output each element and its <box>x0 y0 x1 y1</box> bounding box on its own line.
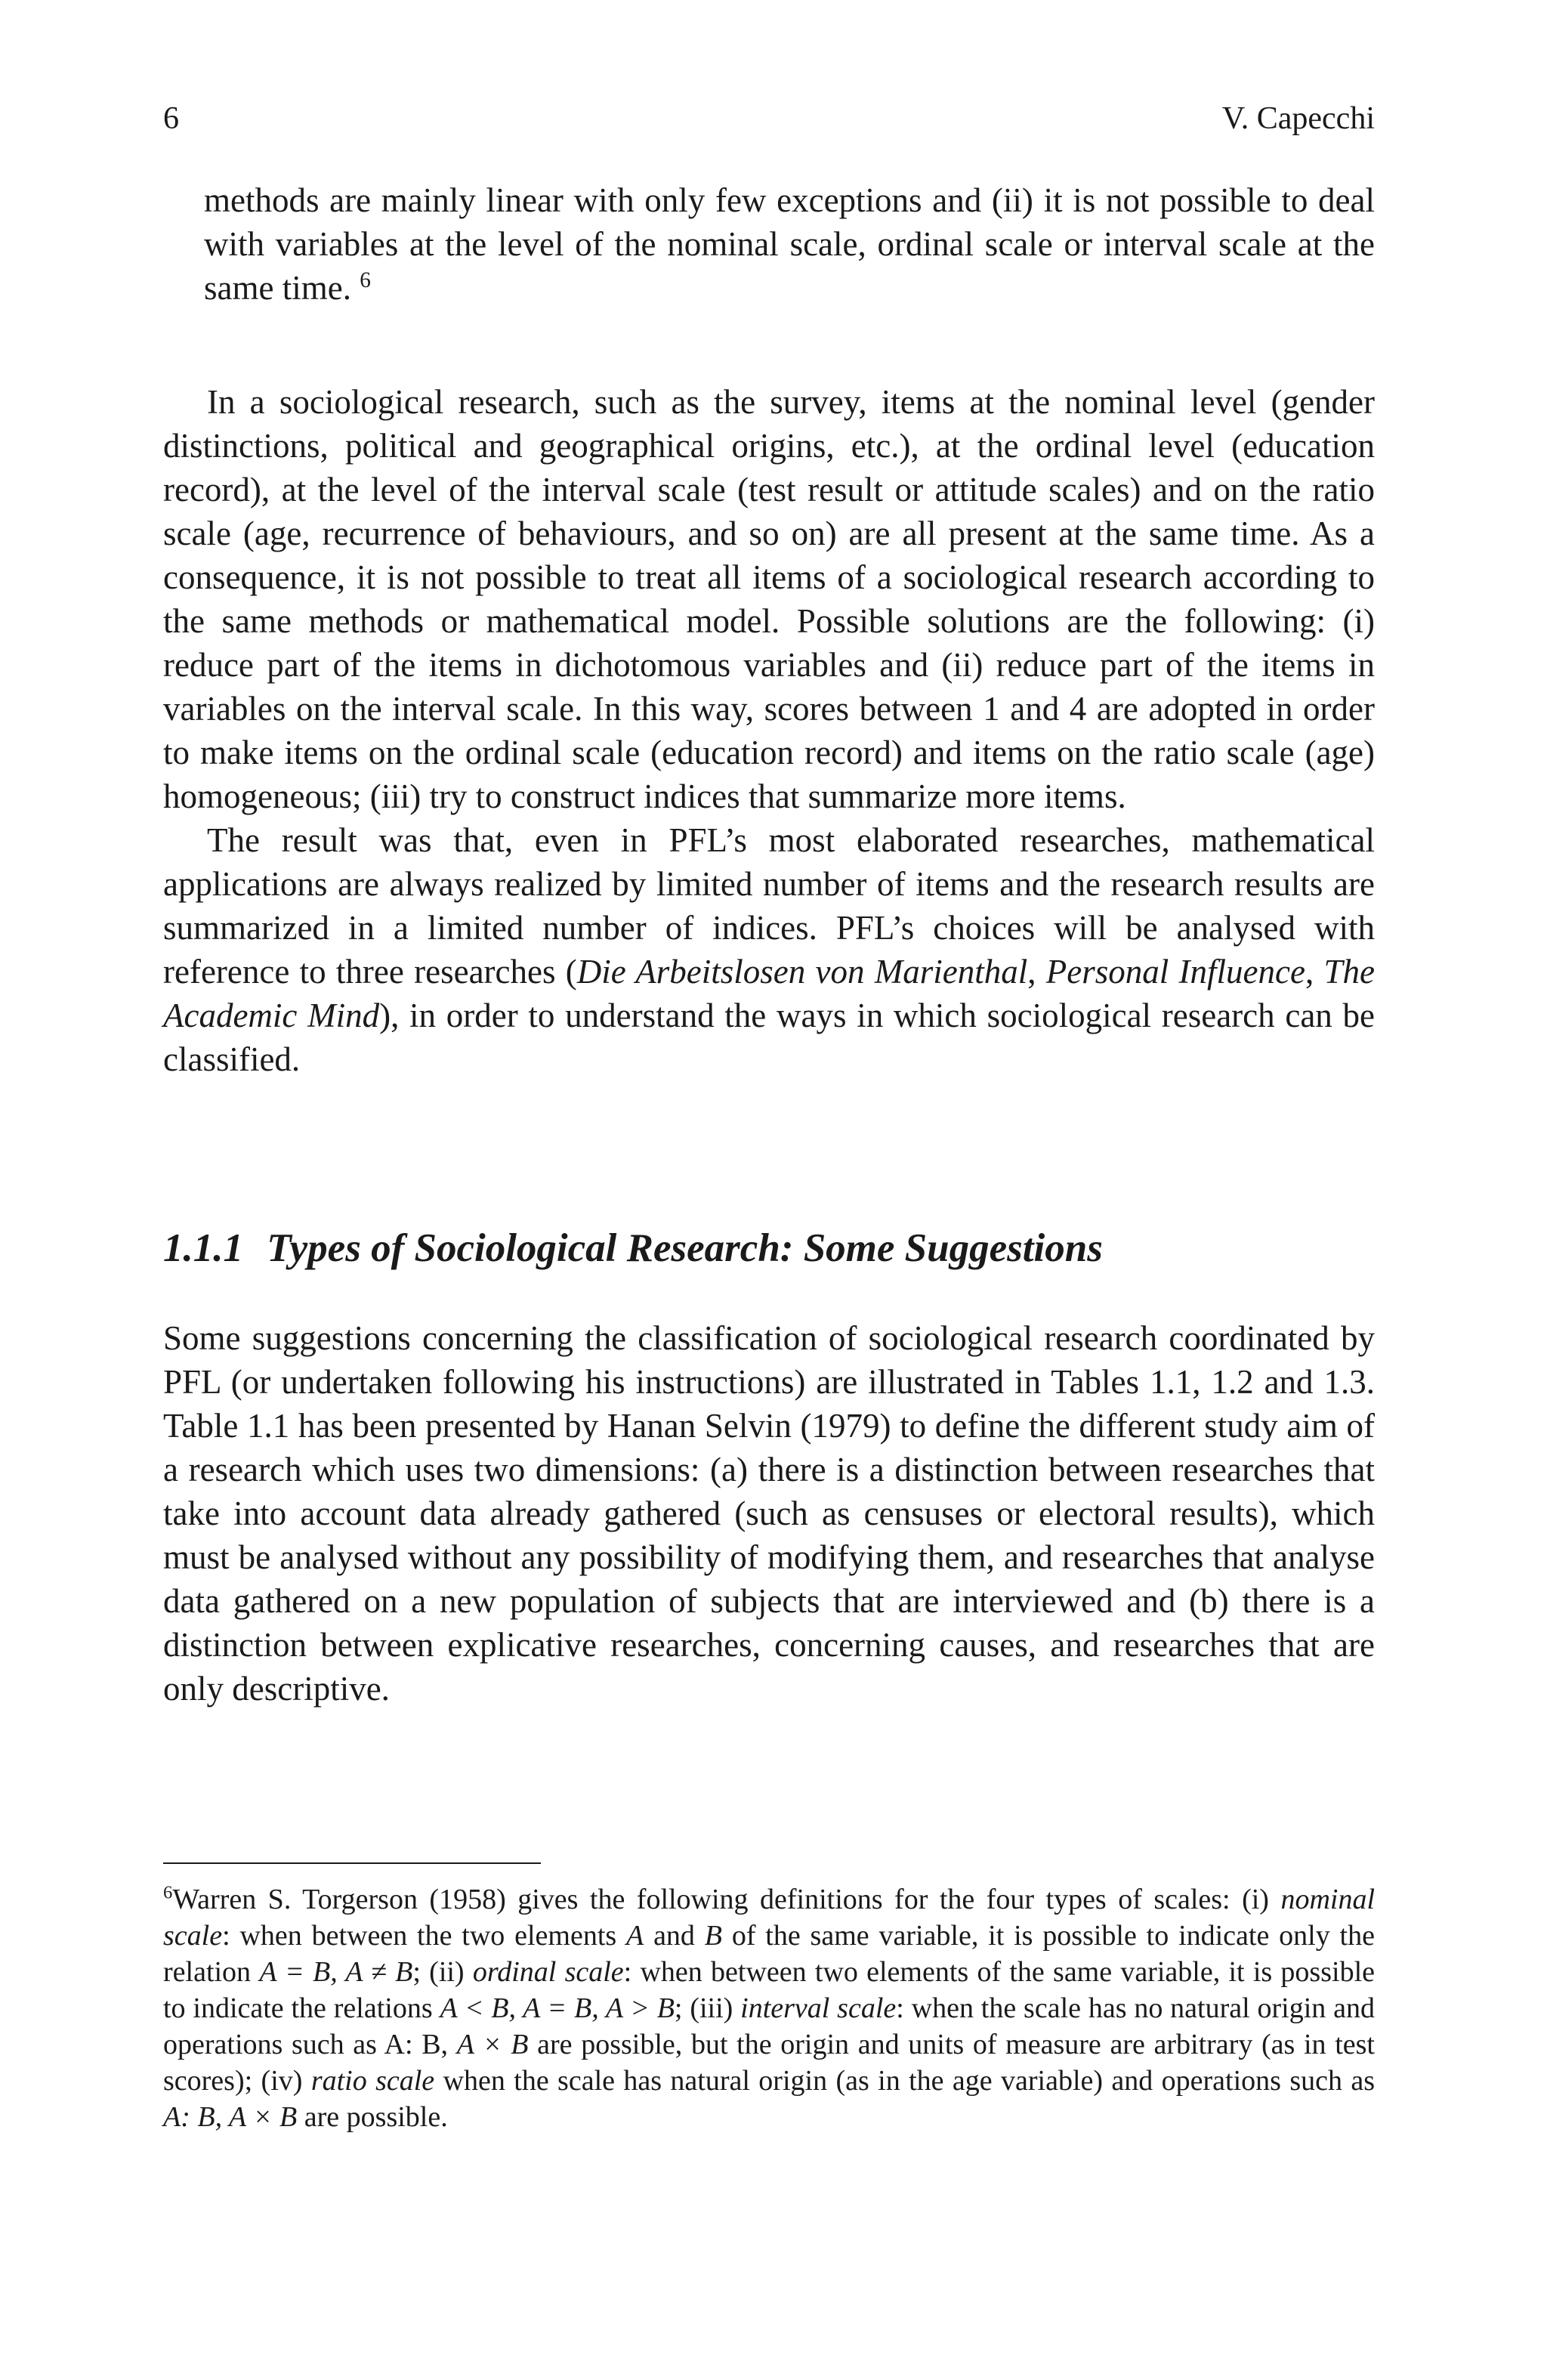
section-title: Types of Sociological Research: Some Suggestions <box>267 1226 1103 1270</box>
body-section-2 <box>163 1316 1375 1711</box>
footnote-text <box>163 1881 1375 2135</box>
footnote-number: 6 <box>163 1882 173 1903</box>
paragraph: Some suggestions concerning the classification of sociological research coordinated by PFL (or undertaken following his instructions) are illustrated in Tables 1.1, 1.2 and 1.3. Table 1.1 has been presented by Hanan Selvin (1979) to define the different study aim of a research which uses two dimensions: (a) there is a distinction between researches that take into account data already gathered (such as censuses or electoral results), which must be analysed without any possibility of modifying them, and researches that analyse data gathered on a new population of subjects that are interviewed and (b) there is a distinction between explicative researches, concerning causes, and researches that are only descriptive. <box>163 1319 1375 1708</box>
footnote-reference[interactable]: 6 <box>360 267 371 292</box>
running-header <box>163 100 1375 138</box>
fn-text: Warren S. Torgerson (1958) gives the following definitions for the four types of scales: (i) <box>172 1884 1281 1915</box>
fn-italic: B <box>704 1920 722 1952</box>
fn-text: are possible. <box>297 2101 448 2133</box>
separator: , <box>1305 953 1324 991</box>
fn-italic: A = B, A ≠ B <box>259 1956 413 1988</box>
paragraph: In a sociological research, such as the survey, items at the nominal level (gender distinctions, political and geographical origins, etc.), at the ordinal level (education record), at the level of the interval scale (test result or attitude scales) and on the ratio scale (age, recurrence of behaviours, and so on) are all present at the same time. As a consequence, it is not possible to treat all items of a sociological research according to the same methods or mathematical model. Possible solutions are the following: (i) reduce part of the items in dichotomous variables and (ii) reduce part of the items in variables on the interval scale. In this way, scores between 1 and 4 are adopted in order to make items on the ordinal scale (education record) and items on the ratio scale (age) homogeneous; (iii) try to construct indices that summarize more items. <box>163 383 1375 815</box>
separator: , <box>1027 953 1046 991</box>
page-number: 6 <box>163 101 179 136</box>
fn-text: : when between two elements of the same variable, it is possible to indicate the relations <box>163 1956 1375 2024</box>
fn-text: ; (iii) <box>674 1992 741 2024</box>
fn-text: and <box>644 1920 705 1952</box>
fn-text: ; (ii) <box>412 1956 473 1988</box>
fn-italic: nominal scale <box>163 1884 1375 1952</box>
footnote-divider <box>163 1862 541 1864</box>
fn-italic: A <box>626 1920 644 1952</box>
section-heading <box>163 1224 1375 1272</box>
book-title: The Academic Mind <box>163 953 1376 1034</box>
fn-italic: ordinal scale <box>472 1956 624 1988</box>
fn-text: when the scale has natural origin (as in the age variable) and operations such as <box>434 2065 1376 2097</box>
paragraph <box>163 818 1375 1081</box>
book-title: Personal Influence <box>1045 953 1305 991</box>
fn-text: are possible, but the origin and units of measure are arbitrary (as in test scores); (iv) <box>163 2029 1375 2097</box>
quote-text: methods are mainly linear with only few exceptions and (ii) it is not possible to deal with variables at the level of the nominal scale, ordinal scale or interval scale at the same time. <box>204 181 1375 307</box>
fn-italic: ratio scale <box>310 2065 435 2097</box>
body-section-1 <box>163 380 1375 1081</box>
fn-text: of the same variable, it is possible to indicate only the relation <box>163 1920 1375 1988</box>
footnote <box>163 1881 1375 2135</box>
paragraph-text: The result was that, even in PFL’s most elaborated researches, mathematical applications are always realized by limited number of items and the research results are summarized in a limited number of indices. PFL’s choices will be analysed with reference to three researches ( <box>163 821 1375 991</box>
running-head-author: V. Capecchi <box>1221 101 1375 136</box>
fn-italic: A × B <box>456 2029 529 2060</box>
fn-italic: A: B, A × B <box>163 2101 298 2133</box>
book-title: Die Arbeitslosen von Marienthal <box>576 953 1028 991</box>
paragraph-text: ), in order to understand the ways in which sociological research can be classified. <box>163 997 1375 1078</box>
fn-text: : when between the two elements <box>222 1920 627 1952</box>
block-quote <box>204 178 1375 310</box>
fn-italic: interval scale <box>740 1992 897 2024</box>
fn-italic: A < B, A = B, A > B <box>440 1992 675 2024</box>
section-number: 1.1.1 <box>163 1226 243 1270</box>
fn-text: : when the scale has no natural origin and operations such as A: B, <box>163 1992 1375 2060</box>
